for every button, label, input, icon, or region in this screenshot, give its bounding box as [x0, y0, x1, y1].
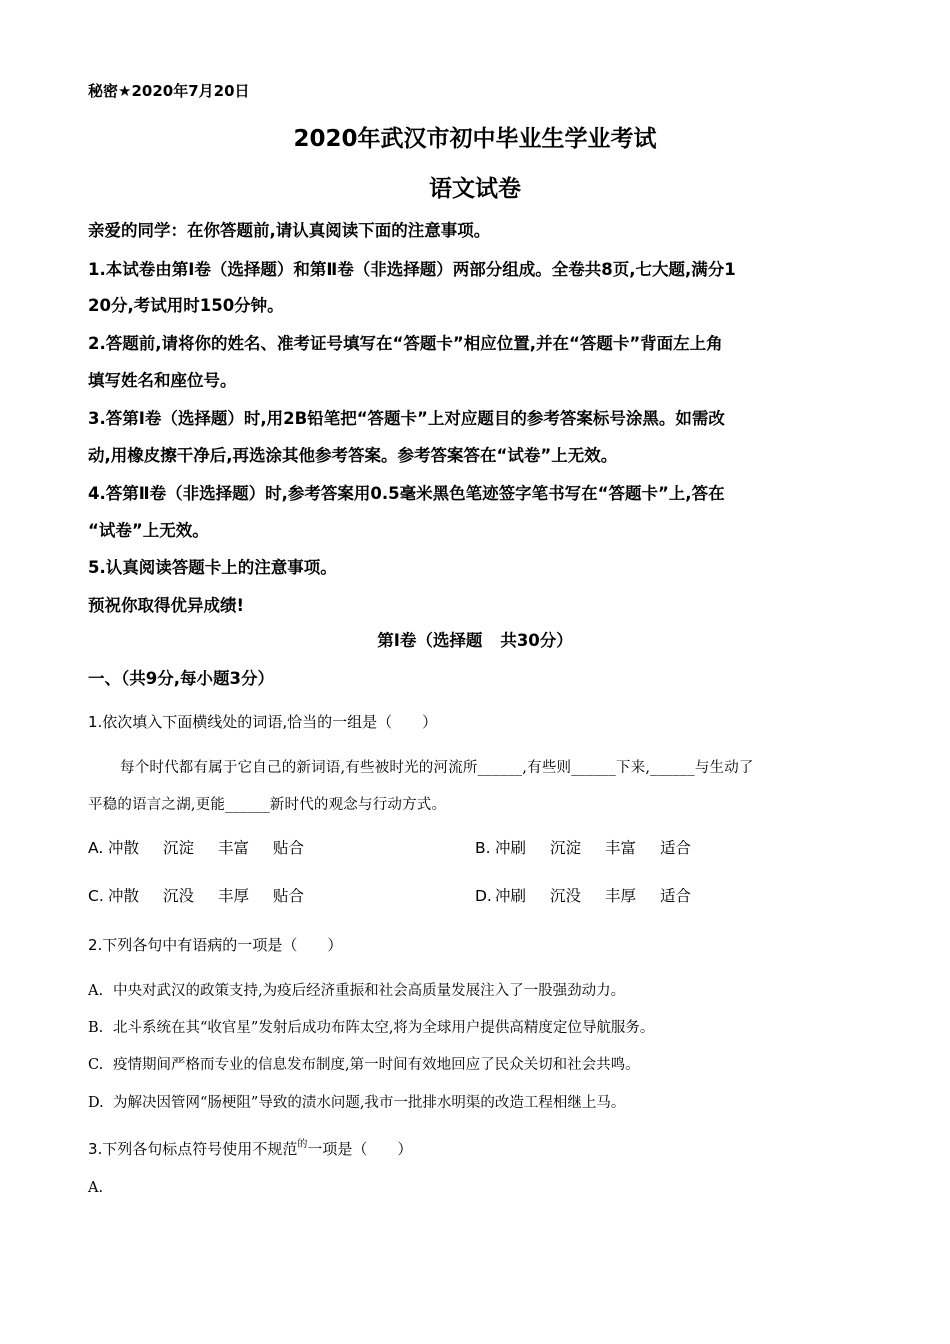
part-one-heading: 一、（共9分,每小题3分） [88, 669, 274, 688]
q1-option-b: B. 冲刷 沉淀 丰富 适合 [475, 839, 692, 857]
notice-line-7: 4.答第Ⅱ卷（非选择题）时,参考答案用0.5毫米黑色笔迹签字笔书写在“答题卡”上,答在 [88, 484, 725, 503]
section-title [0, 627, 950, 651]
notice-line-2: 20分,考试用时150分钟。 [88, 296, 284, 315]
q2-option-a: A. 中央对武汉的政策支持,为疫后经济重振和社会高质量发展注入了一股强劲动力。 [88, 983, 626, 999]
q2-option-b: B. 北斗系统在其“收官星”发射后成功布阵太空,将为全球用户提供高精度定位导航服务。 [88, 1020, 655, 1036]
q1-stem: 1.依次填入下面横线处的词语,恰当的一组是（ ） [88, 713, 438, 731]
exam-title: 2020年武汉市初中毕业生学业考试 [293, 126, 657, 152]
q3-option-a-label: A. [88, 1180, 104, 1196]
q2-option-c: C. 疫情期间严格而专业的信息发布制度,第一时间有效地回应了民众关切和社会共鸣。 [88, 1057, 640, 1073]
q2-stem: 2.下列各句中有语病的一项是（ ） [88, 936, 343, 954]
notice-line-6: 动,用橡皮擦干净后,再选涂其他参考答案。参考答案答在“试卷”上无效。 [88, 446, 618, 465]
q2-option-d: D. 为解决因管网“肠梗阻”导致的渍水问题,我市一批排水明渠的改造工程相继上马。 [88, 1095, 626, 1111]
notice-line-9: 5.认真阅读答题卡上的注意事项。 [88, 558, 337, 577]
section-title-part-b: 共30分） [500, 631, 573, 650]
notice-line-4: 填写姓名和座位号。 [88, 371, 237, 390]
exam-subtitle: 语文试卷 [429, 176, 521, 202]
secret-note: 秘密★2020年7月20日 [88, 82, 250, 100]
notice-line-5: 3.答第Ⅰ卷（选择题）时,用2B铅笔把“答题卡”上对应题目的参考答案标号涂黑。如需改 [88, 409, 725, 428]
notice-line-1: 1.本试卷由第Ⅰ卷（选择题）和第Ⅱ卷（非选择题）两部分组成。全卷共8页,七大题,满分1 [88, 260, 736, 279]
notice-line-3: 2.答题前,请将你的姓名、准考证号填写在“答题卡”相应位置,并在“答题卡”背面左上角 [88, 334, 723, 353]
q1-passage-line-1: 每个时代都有属于它自己的新词语,有些被时光的河流所______,有些则______下来,______与生动了 [120, 760, 754, 776]
q1-passage-line-2: 平稳的语言之湖,更能______新时代的观念与行动方式。 [88, 797, 447, 813]
notice-line-8: “试卷”上无效。 [88, 521, 209, 540]
q1-option-c: C. 冲散 沉没 丰厚 贴合 [88, 887, 305, 905]
section-title-part-a: 第Ⅰ卷（选择题 [377, 631, 483, 650]
q3-stem: 3.下列各句标点符号使用不规范$^的$一项是（ ） [88, 1139, 413, 1158]
notice-wish: 预祝你取得优异成绩! [88, 596, 245, 615]
q1-option-d: D. 冲刷 沉没 丰厚 适合 [475, 887, 692, 905]
notice-intro: 亲爱的同学：在你答题前,请认真阅读下面的注意事项。 [88, 221, 491, 240]
q1-option-a: A. 冲散 沉淀 丰富 贴合 [88, 839, 305, 857]
